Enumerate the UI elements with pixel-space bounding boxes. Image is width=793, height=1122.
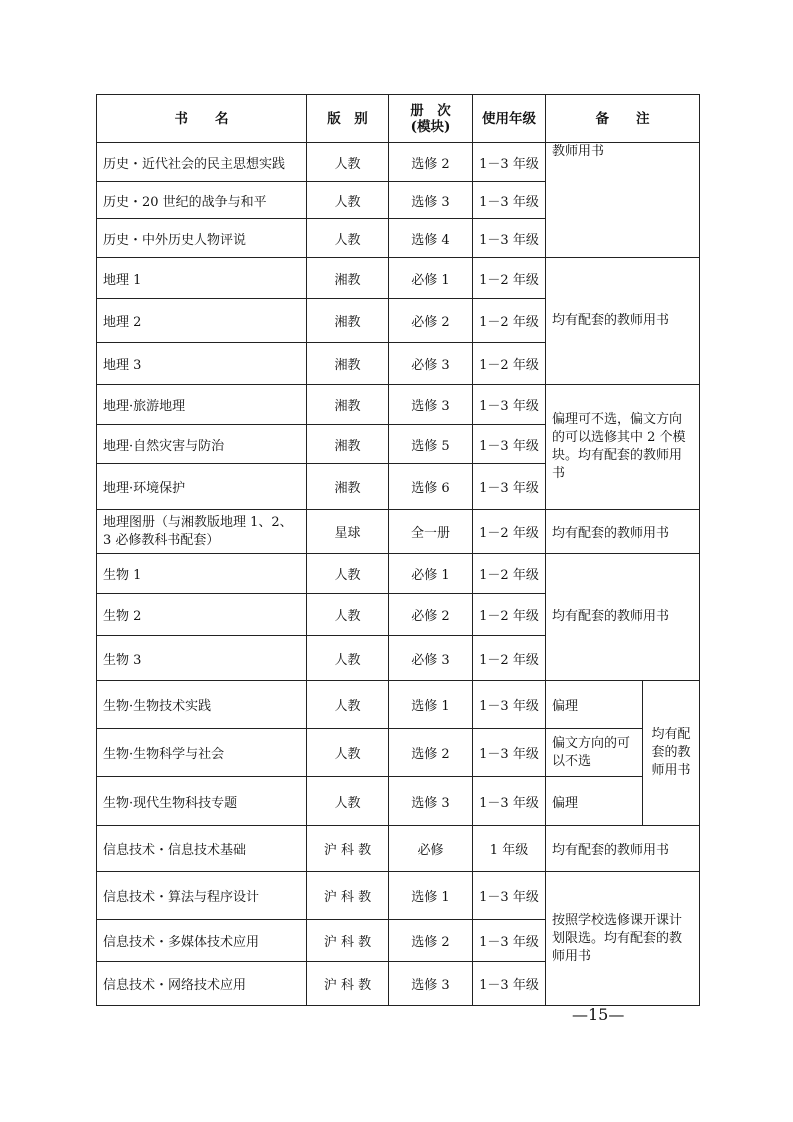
edition: 人教: [307, 777, 389, 826]
volume: 选修 2: [389, 729, 473, 777]
remark-biology-elective-2: 偏文方向的可以不选: [546, 729, 643, 777]
table-row: [97, 258, 700, 299]
volume: 选修 4: [389, 219, 473, 258]
volume: 必修 2: [389, 299, 473, 343]
grade: 1－3 年级: [473, 777, 546, 826]
grade: 1－2 年级: [473, 594, 546, 636]
volume: 选修 3: [389, 385, 473, 425]
edition: 沪 科 教: [307, 872, 389, 920]
edition: 沪 科 教: [307, 962, 389, 1006]
table-row: [97, 729, 700, 777]
grade: 1－2 年级: [473, 554, 546, 594]
book-name: 信息技术・信息技术基础: [97, 826, 307, 872]
remark-biology-elective-shared: 均有配套的教师用书: [643, 681, 700, 826]
grade: 1－3 年级: [473, 182, 546, 219]
grade: 1－3 年级: [473, 464, 546, 510]
book-name: 地理·环境保护: [97, 464, 307, 510]
book-name: 地理图册（与湘教版地理 1、2、3 必修教科书配套）: [97, 510, 307, 554]
book-name: 地理·旅游地理: [97, 385, 307, 425]
book-name: 生物 1: [97, 554, 307, 594]
textbook-table: [96, 94, 700, 1006]
header-name: 书 名: [97, 95, 307, 143]
edition: 湘教: [307, 299, 389, 343]
book-name: 地理·自然灾害与防治: [97, 425, 307, 464]
volume: 必修: [389, 826, 473, 872]
edition: 湘教: [307, 343, 389, 385]
volume: 必修 1: [389, 258, 473, 299]
table-row: [97, 510, 700, 554]
remark-history: 教师用书: [546, 143, 700, 258]
remark-geography-elective: 偏理可不选，偏文方向的可以选修其中 2 个模块。均有配套的教师用书: [546, 385, 700, 510]
book-name: 生物·生物科学与社会: [97, 729, 307, 777]
volume: 选修 3: [389, 962, 473, 1006]
edition: 人教: [307, 182, 389, 219]
grade: 1－3 年级: [473, 920, 546, 962]
edition: 人教: [307, 554, 389, 594]
remark-atlas: 均有配套的教师用书: [546, 510, 700, 554]
header-volume-main: 册 次: [410, 102, 451, 119]
edition: 沪 科 教: [307, 826, 389, 872]
book-name: 信息技术・网络技术应用: [97, 962, 307, 1006]
header-volume: [389, 95, 473, 143]
book-name: 地理 2: [97, 299, 307, 343]
header-volume-sub: (模块): [410, 118, 451, 135]
grade: 1－2 年级: [473, 510, 546, 554]
volume: 选修 2: [389, 920, 473, 962]
edition: 湘教: [307, 258, 389, 299]
book-name: 生物 3: [97, 636, 307, 681]
grade: 1－3 年级: [473, 219, 546, 258]
volume: 必修 2: [389, 594, 473, 636]
header-grade: 使用年级: [473, 95, 546, 143]
table-row: [97, 385, 700, 425]
header-edition: 版 别: [307, 95, 389, 143]
edition: 人教: [307, 143, 389, 182]
table-row: [97, 777, 700, 826]
table-row: [97, 681, 700, 729]
remark-biology-required: 均有配套的教师用书: [546, 554, 700, 681]
book-name: 生物·生物技术实践: [97, 681, 307, 729]
edition: 人教: [307, 636, 389, 681]
book-name: 历史・近代社会的民主思想实践: [97, 143, 307, 182]
edition: 湘教: [307, 385, 389, 425]
remark-it-elective: 按照学校选修课开课计划限选。均有配套的教师用书: [546, 872, 700, 1006]
table-row: [97, 826, 700, 872]
grade: 1－3 年级: [473, 872, 546, 920]
volume: 选修 1: [389, 872, 473, 920]
grade: 1－3 年级: [473, 729, 546, 777]
volume: 全一册: [389, 510, 473, 554]
volume: 选修 5: [389, 425, 473, 464]
grade: 1－3 年级: [473, 143, 546, 182]
book-name: 地理 1: [97, 258, 307, 299]
volume: 选修 2: [389, 143, 473, 182]
grade: 1－3 年级: [473, 962, 546, 1006]
book-name: 地理 3: [97, 343, 307, 385]
edition: 人教: [307, 729, 389, 777]
book-name: 生物·现代生物科技专题: [97, 777, 307, 826]
edition: 湘教: [307, 464, 389, 510]
remark-biology-elective-1: 偏理: [546, 681, 643, 729]
page-number: —15—: [572, 1005, 625, 1024]
remark-it-required: 均有配套的教师用书: [546, 826, 700, 872]
remark-biology-elective-3: 偏理: [546, 777, 643, 826]
grade: 1－2 年级: [473, 258, 546, 299]
grade: 1－2 年级: [473, 299, 546, 343]
edition: 沪 科 教: [307, 920, 389, 962]
grade: 1－3 年级: [473, 425, 546, 464]
book-name: 信息技术・多媒体技术应用: [97, 920, 307, 962]
book-name: 历史・20 世纪的战争与和平: [97, 182, 307, 219]
volume: 选修 3: [389, 777, 473, 826]
book-name: 历史・中外历史人物评说: [97, 219, 307, 258]
volume: 必修 3: [389, 636, 473, 681]
header-row: [97, 95, 700, 143]
grade: 1－2 年级: [473, 636, 546, 681]
volume: 选修 3: [389, 182, 473, 219]
header-remark: 备 注: [546, 95, 700, 143]
table-row: [97, 872, 700, 920]
edition: 星球: [307, 510, 389, 554]
volume: 选修 1: [389, 681, 473, 729]
volume: 选修 6: [389, 464, 473, 510]
edition: 湘教: [307, 425, 389, 464]
remark-geography-required: 均有配套的教师用书: [546, 258, 700, 385]
edition: 人教: [307, 594, 389, 636]
table-row: [97, 143, 700, 182]
grade: 1－3 年级: [473, 385, 546, 425]
table-row: [97, 554, 700, 594]
edition: 人教: [307, 681, 389, 729]
volume: 必修 3: [389, 343, 473, 385]
book-name: 信息技术・算法与程序设计: [97, 872, 307, 920]
volume: 必修 1: [389, 554, 473, 594]
book-name: 生物 2: [97, 594, 307, 636]
grade: 1 年级: [473, 826, 546, 872]
grade: 1－2 年级: [473, 343, 546, 385]
grade: 1－3 年级: [473, 681, 546, 729]
edition: 人教: [307, 219, 389, 258]
